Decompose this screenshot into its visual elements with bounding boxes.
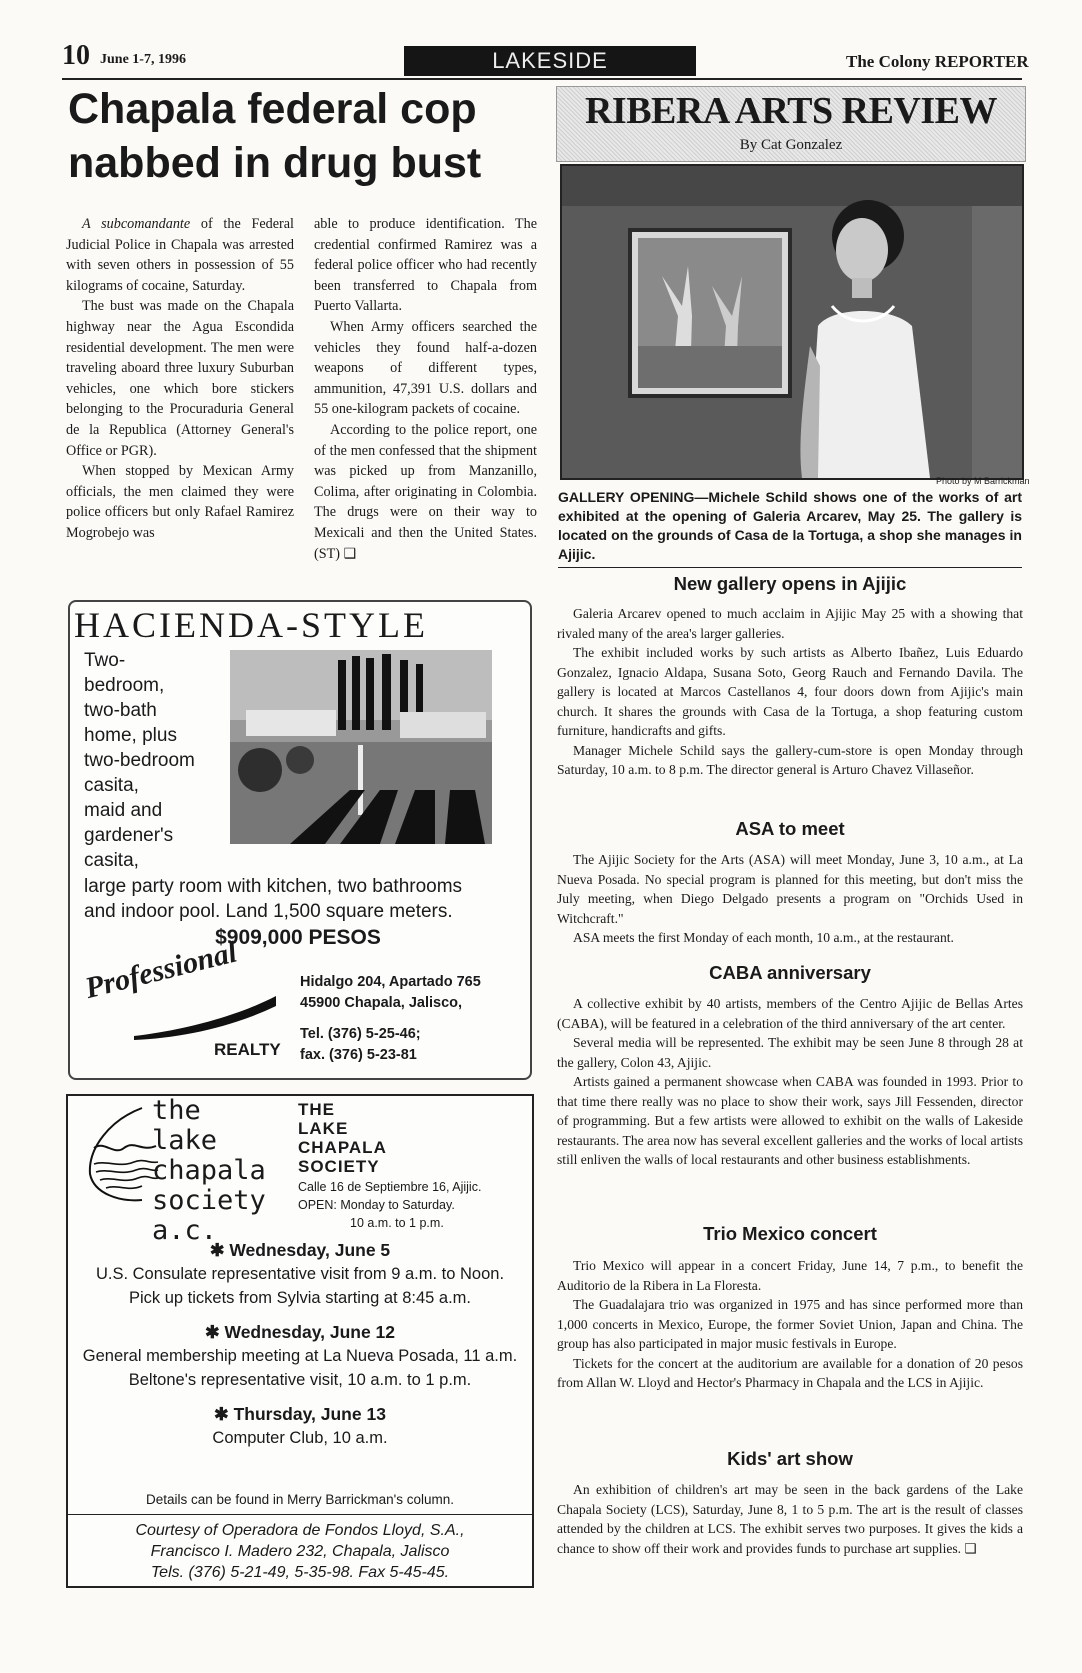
feature-line: home, plus <box>84 725 177 746</box>
story-paragraph: Tickets for the concert at the auditorium are available for a donation of 20 pesos from Allan W. Lloyd and Hector's Pharmacy in Chapala and the LCS in Ajijic. <box>557 1355 1023 1390</box>
article-paragraph: able to produce identification. The credential confirmed Ramirez was a federal police officer who had recently been transferred to Chapala from Puerto Vallarta. <box>314 216 537 315</box>
address-line: Hidalgo 204, Apartado 765 <box>300 974 481 990</box>
feature-line: gardener's <box>84 825 174 846</box>
logo-word: the <box>152 1095 201 1126</box>
lcs-address-hours <box>298 1178 481 1232</box>
story-paragraph: Galeria Arcarev opened to much acclaim in Ajijic May 25 with a showing that rivaled many of the area's larger galleries. <box>557 606 1023 641</box>
feature-line: Two- <box>84 650 126 671</box>
lcs-name <box>298 1100 387 1176</box>
phone-line: Tel. (376) 5-25-46; <box>300 1026 421 1042</box>
article-column-1 <box>66 214 294 544</box>
end-mark: ❑ <box>964 1540 977 1556</box>
hacienda-realty-ad <box>68 600 532 1080</box>
realty-logo-swoosh <box>130 992 280 1042</box>
feature-line: bedroom, <box>84 675 165 696</box>
courtesy-line: Courtesy of Operadora de Fondos Lloyd, S.A., <box>135 1522 465 1539</box>
event-day: ✱ Wednesday, June 5 <box>209 1240 391 1260</box>
feature-line: casita, <box>84 775 139 796</box>
feature-line: two-bath <box>84 700 157 721</box>
gallery-photo-image <box>562 166 1022 478</box>
hours-line: 10 a.m. to 1 p.m. <box>350 1216 444 1230</box>
lcs-courtesy <box>68 1520 532 1583</box>
description-line: and indoor pool. Land 1,500 square meters. <box>84 901 453 922</box>
end-mark: ❑ <box>343 545 357 562</box>
name-line: CHAPALA <box>298 1138 387 1157</box>
feature-line: maid and <box>84 800 163 821</box>
story-paragraph: Several media will be represented. The exhibit may be seen June 8 through 28 at the gallery, Colon 43, Ajijic. <box>557 1035 1023 1070</box>
event-line: U.S. Consulate representative visit from 9 a.m. to Noon. <box>95 1265 505 1283</box>
paragraph-text: of the Federal Judicial Police in Chapala was arrested with seven others in possession of 55 kilograms of cocaine, Saturday. <box>66 216 294 294</box>
story-heading: New gallery opens in Ajijic <box>673 573 907 594</box>
logo-word: chapala <box>152 1155 266 1186</box>
feature-line: casita, <box>84 850 139 871</box>
story-paragraph: Artists gained a permanent showcase when CABA was founded in 1993. Prior to that time there really was no place to show their work, says Jill Fessenden, director of programming. But a few artists were allowed to exhibit on the walls of Lakeside restaurants. The area now has several excellent galleries and the works of local artists still enliven the walls of local restaurants and other business establishments. <box>557 1074 1023 1167</box>
paragraph-text: According to the police report, one of the men confessed that the shipment was picked up from Manzanillo, Colima, after originating in Colombia. The drugs were on their way to Mexicali and then the United States. (ST) <box>314 421 537 562</box>
article-paragraph: When stopped by Mexican Army officials, the men claimed they were police officers but only Rafael Ramirez Mogrobejo was <box>66 463 294 541</box>
story-paragraph: A collective exhibit by 40 artists, members of the Centro Ajijic de Bellas Artes (CABA), will be featured in a celebration of the third anniversary of the art center. <box>557 996 1023 1031</box>
photo-caption: GALLERY OPENING—Michele Schild shows one of the works of art exhibited at the opening of Galeria Arcarev, May 25. The gallery is located on the grounds of Casa de la Tortuga, a shop she manages in Ajijic. <box>558 489 1022 562</box>
logo-word: society <box>152 1185 266 1216</box>
address-line: 45900 Chapala, Jalisco, <box>300 995 463 1011</box>
review-title: RIBERA ARTS REVIEW <box>584 90 997 132</box>
newspaper-name: The Colony REPORTER <box>846 52 1029 71</box>
ad-price: $909,000 PESOS <box>215 926 381 949</box>
event-line: Pick up tickets from Sylvia starting at 8:45 a.m. <box>128 1289 472 1307</box>
paragraph-text: An exhibition of children's art may be seen in the back gardens of the Lake Chapala Society (LCS), Saturday, June 8, 1 to 5 p.m. The art is the result of classes attended by the children at LCS. The exhibit serves two purposes. It gives the kids a chance to show off their work and provides funds to purchase art supplies. <box>557 1482 1023 1556</box>
lcs-logo-icon <box>80 1104 160 1204</box>
article-column-2 <box>314 214 537 564</box>
story-paragraph: Trio Mexico will appear in a concert Friday, June 14, 7 p.m., to benefit the Auditorio de la Ribera in La Floresta. <box>557 1258 1023 1293</box>
lcs-details-note: Details can be found in Merry Barrickman's column. <box>146 1492 454 1507</box>
italic-lead: A subcomandante <box>82 216 191 232</box>
story-paragraph: The Ajijic Society for the Arts (ASA) will meet Monday, June 3, 10 a.m., at La Nueva Posada. No special program is planned for this meeting, but don't miss the July meeting, when Diego Delgado presents a program on "Orchids Used in Witchcraft." <box>557 852 1023 926</box>
article-paragraph <box>66 214 294 296</box>
article-paragraph: The bust was made on the Chapala highway near the Agua Escondida residential development. The men were traveling aboard three luxury Suburban vehicles, one which bore stickers belonging to the Procuraduria General de la Republica (Attorney General's Office or PGR). <box>66 298 294 459</box>
issue-date: June 1-7, 1996 <box>100 52 186 67</box>
story-body <box>557 994 1023 1170</box>
lake-chapala-society-ad <box>66 1094 534 1588</box>
story-body <box>557 1480 1023 1558</box>
house-photo <box>230 650 492 844</box>
name-line: THE <box>298 1100 335 1119</box>
logo-word: lake <box>152 1125 218 1156</box>
courtesy-line: Francisco I. Madero 232, Chapala, Jalisco <box>150 1543 450 1560</box>
lcs-logo-wordmark <box>152 1096 266 1246</box>
story-heading: ASA to meet <box>735 818 845 839</box>
name-line: SOCIETY <box>298 1157 380 1176</box>
review-banner <box>556 86 1026 162</box>
section-banner: LAKESIDE <box>404 46 696 76</box>
page-number: 10 <box>62 40 90 71</box>
realty-logo-word: REALTY <box>214 1040 281 1059</box>
realty-logo-script: Professional <box>81 935 241 1006</box>
event-day: ✱ Thursday, June 13 <box>214 1404 386 1424</box>
story-paragraph <box>557 1480 1023 1558</box>
fax-line: fax. (376) 5-23-81 <box>300 1047 417 1063</box>
story-body <box>557 850 1023 948</box>
ad-title: HACIENDA-STYLE <box>74 605 428 645</box>
realty-contact <box>300 972 481 1066</box>
header-rule <box>62 78 1022 80</box>
lcs-events <box>68 1238 532 1450</box>
photo-credit: Photo by M Barrickman <box>936 476 1030 486</box>
article-paragraph <box>314 420 537 564</box>
story-paragraph: The Guadalajara trio was organized in 1975 and has since performed more than 1,000 concerts in Mexico, Europe, the former Soviet Union, Japan and China. The group has also participated in major music festivals in Europe. <box>557 1297 1023 1351</box>
courtesy-line: Tels. (376) 5-21-49, 5-35-98. Fax 5-45-45. <box>150 1564 450 1581</box>
story-heading: CABA anniversary <box>709 962 871 983</box>
address-line: Calle 16 de Septiembre 16, Ajijic. <box>298 1180 482 1194</box>
event-line: Beltone's representative visit, 10 a.m. to 1 p.m. <box>128 1371 472 1389</box>
story-heading: Kids' art show <box>727 1448 853 1469</box>
story-paragraph: The exhibit included works by such artists as Alberto Ibañez, Luis Eduardo Gonzalez, Ignacio Aldapa, Susana Soto, Georg Rauch and Fernando Davila. The gallery is located at Marcos Castellanos 4, four doors down from Ajijic's main church. It shares the grounds with Casa de la Tortuga, a shop featuring custom furniture, handicrafts and gifts. <box>557 645 1023 738</box>
description-line: large party room with kitchen, two bathrooms <box>84 876 463 897</box>
story-body <box>557 604 1023 780</box>
article-paragraph: When Army officers searched the vehicles they found half-a-dozen weapons of different types, ammunition, 47,391 U.S. dollars and 55 one-kilogram packets of cocaine. <box>314 318 537 418</box>
article-headline: Chapala federal cop nabbed in drug bust <box>68 85 482 187</box>
story-body <box>557 1256 1023 1393</box>
event-day: ✱ Wednesday, June 12 <box>204 1322 396 1342</box>
caption-rule <box>558 567 1022 568</box>
ad-features <box>84 648 234 873</box>
story-paragraph: ASA meets the first Monday of each month, 10 a.m., at the restaurant. <box>573 930 954 945</box>
story-paragraph: Manager Michele Schild says the gallery-cum-store is open Monday through Saturday, 10 a.m. to 8 p.m. The director general is Arturo Chavez Villaseñor. <box>557 742 1023 777</box>
hours-line: OPEN: Monday to Saturday. <box>298 1198 455 1212</box>
lcs-divider <box>68 1514 532 1515</box>
event-line: General membership meeting at La Nueva Posada, 11 a.m. <box>82 1347 518 1365</box>
name-line: LAKE <box>298 1119 349 1138</box>
review-byline: By Cat Gonzalez <box>739 137 843 153</box>
logo-word: a.c. <box>152 1215 218 1246</box>
gallery-photo <box>560 164 1024 480</box>
story-heading: Trio Mexico concert <box>703 1223 877 1244</box>
ad-description <box>84 874 524 924</box>
event-line: Computer Club, 10 a.m. <box>212 1429 388 1447</box>
feature-line: two-bedroom <box>84 750 195 771</box>
